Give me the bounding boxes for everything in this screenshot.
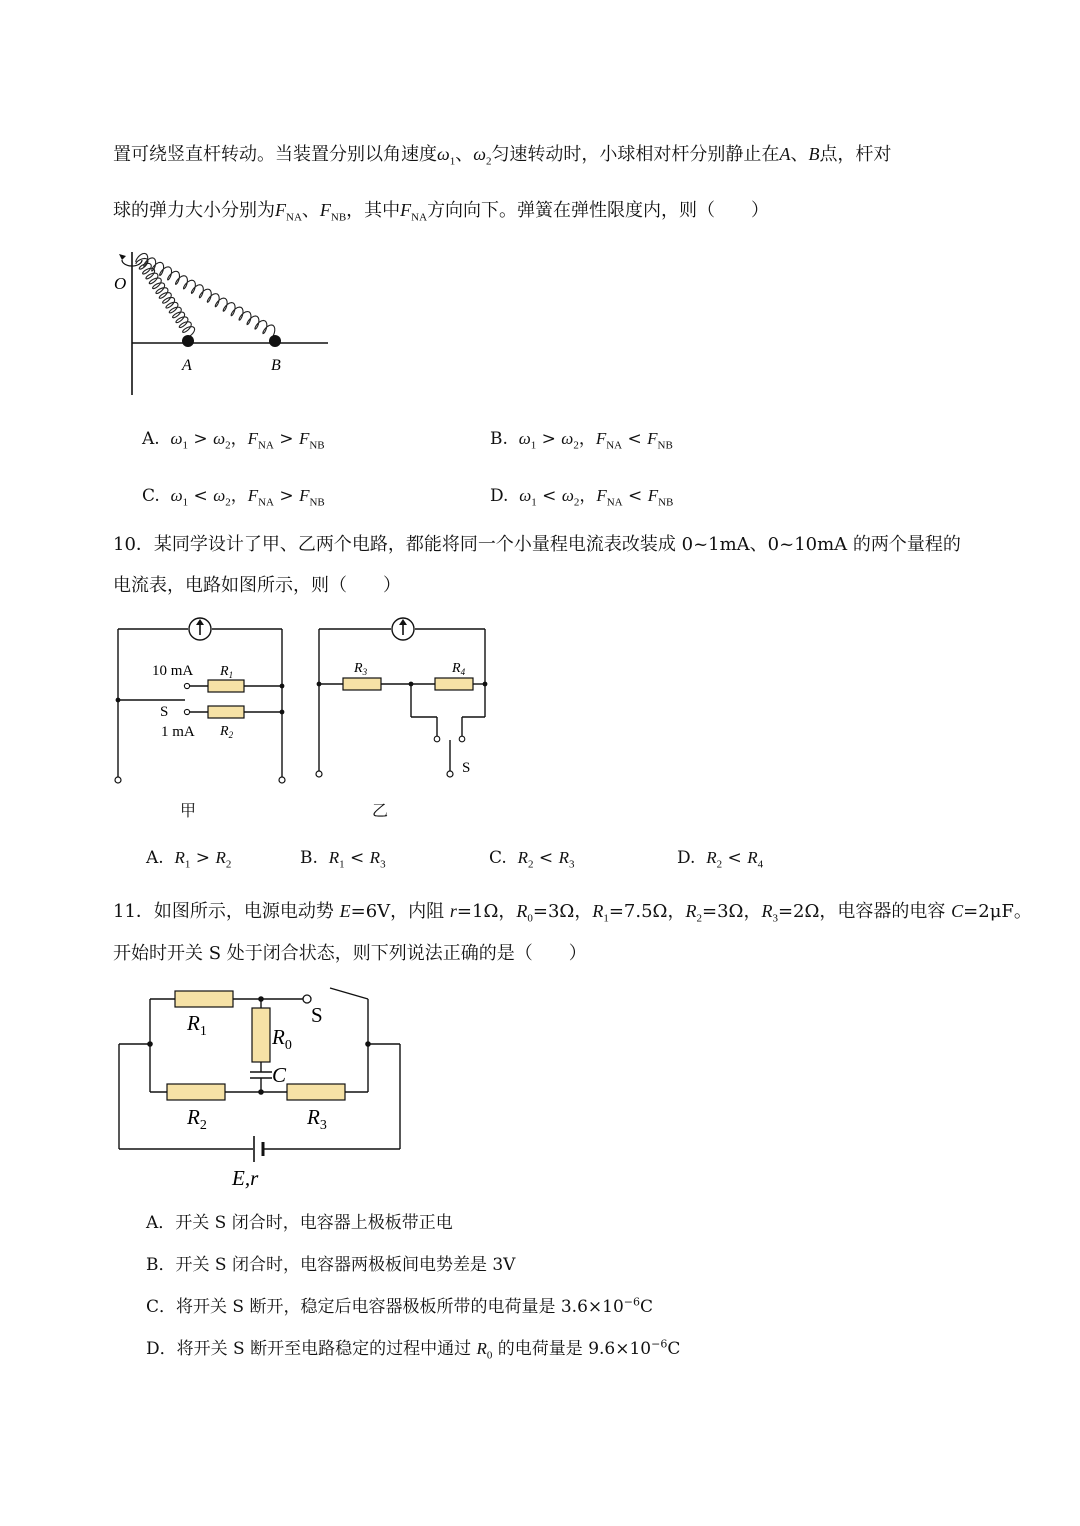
resistor-r3: [287, 1084, 345, 1100]
svg-text:R3: $R_3$: [354, 661, 368, 677]
svg-text:C: C: [272, 1063, 287, 1087]
svg-text:10 mA: 10 mA: [152, 663, 194, 679]
q11-stem-line2: 开始时开关 S 处于闭合状态，则下列说法正确的是（ ）: [113, 943, 587, 964]
svg-text:R1: $R_1$: [220, 664, 234, 680]
q10-option-c[interactable]: C. $R_2 < R_3$: [489, 848, 575, 871]
svg-text:R2: $R_2$: [220, 724, 234, 740]
svg-text:E,r: E,r: [232, 1166, 259, 1190]
svg-text:R1: $R_1$: [187, 1011, 207, 1039]
svg-text:R2: $R_2$: [187, 1105, 207, 1133]
svg-text:S: S: [311, 1003, 323, 1027]
resistor-r4: [435, 678, 473, 690]
q10-circuit-yi: [310, 612, 500, 792]
q10-stem-line1: 10．某同学设计了甲、乙两个电路，都能将同一个小量程电流表改装成 0~1mA、0~10mA 的两个量程的: [113, 534, 961, 555]
q11-option-c[interactable]: C．将开关 S 断开，稳定后电容器极板所带的电荷量是 $3.6\times 10^{-6}C$: [146, 1295, 654, 1317]
svg-text:S: S: [462, 760, 471, 776]
q9-option-c[interactable]: C. $\omega_1 < \omega_2$，$F_{NA} > F_{NB}$: [142, 486, 325, 509]
resistor-r2: [208, 706, 244, 718]
resistor-r0: [252, 1008, 270, 1062]
caption-yi: 乙: [372, 801, 389, 820]
q9-option-b[interactable]: B. $\omega_1 > \omega_2$，$F_{NA} < F_{NB}$: [490, 429, 673, 452]
q11-circuit: [112, 982, 412, 1192]
omega1: $\omega_1$: [437, 144, 456, 168]
q9-spring-figure: [100, 240, 340, 400]
q11-stem-line1: 11．如图所示，电源电动势 E=6V，内阻 r=1Ω，$R_0=3\Omega$，$R_1=7.5\Omega$，$R_2=3\Omega$，$R_3=2\Omega$，电容器的电容 C=2μF。: [113, 901, 1032, 925]
svg-text:R3: $R_3$: [307, 1105, 327, 1133]
q10-option-b[interactable]: B. $R_1 < R_3$: [300, 848, 386, 871]
q10-option-a[interactable]: A. $R_1 > R_2$: [146, 848, 232, 871]
caption-jia: 甲: [180, 801, 197, 820]
switch-s: [303, 995, 311, 1003]
svg-text:R0: $R_0$: [272, 1025, 292, 1053]
ball-a: [182, 335, 194, 347]
label-b: B: [271, 357, 281, 374]
label-o: O: [114, 274, 127, 293]
q9-stem-line2: 球的弹力大小分别为$F_{NA}$、$F_{NB}$，其中$F_{NA}$方向向下。弹簧在弹性限度内，则（ ）: [113, 200, 770, 224]
resistor-r3: [343, 678, 381, 690]
svg-text:S: S: [160, 704, 169, 720]
q11-option-d[interactable]: D．将开关 S 断开至电路稳定的过程中通过 $R_0$ 的电荷量是 $9.6\times 10^{-6}C$: [146, 1337, 681, 1362]
label-a: A: [182, 357, 192, 374]
q10-circuit-jia: [108, 612, 298, 792]
svg-text:R4: $R_4$: [452, 661, 466, 677]
ball-b: [269, 335, 281, 347]
resistor-r1: [208, 680, 244, 692]
q9-option-d[interactable]: D. $\omega_1 < \omega_2$，$F_{NA} < F_{NB}$: [490, 486, 674, 509]
q10-stem-line2: 电流表，电路如图所示，则（ ）: [113, 575, 401, 596]
q9-option-a[interactable]: A. $\omega_1 > \omega_2$，$F_{NA} > F_{NB}$: [142, 429, 325, 452]
omega2: $\omega_2$: [473, 144, 492, 168]
q9-stem-line1: 置可绕竖直杆转动。当装置分别以角速度$\omega_1$、$\omega_2$匀速转动时，小球相对杆分别静止在A、B点，杆对: [113, 144, 892, 168]
resistor-r2: [167, 1084, 225, 1100]
q10-option-d[interactable]: D. $R_2 < R_4$: [677, 848, 764, 871]
q11-option-b[interactable]: B．开关 S 闭合时，电容器两极板间电势差是 3V: [146, 1255, 516, 1275]
q11-option-a[interactable]: A．开关 S 闭合时，电容器上极板带正电: [146, 1213, 453, 1233]
resistor-r1: [175, 991, 233, 1007]
svg-text:1 mA: 1 mA: [161, 724, 195, 740]
